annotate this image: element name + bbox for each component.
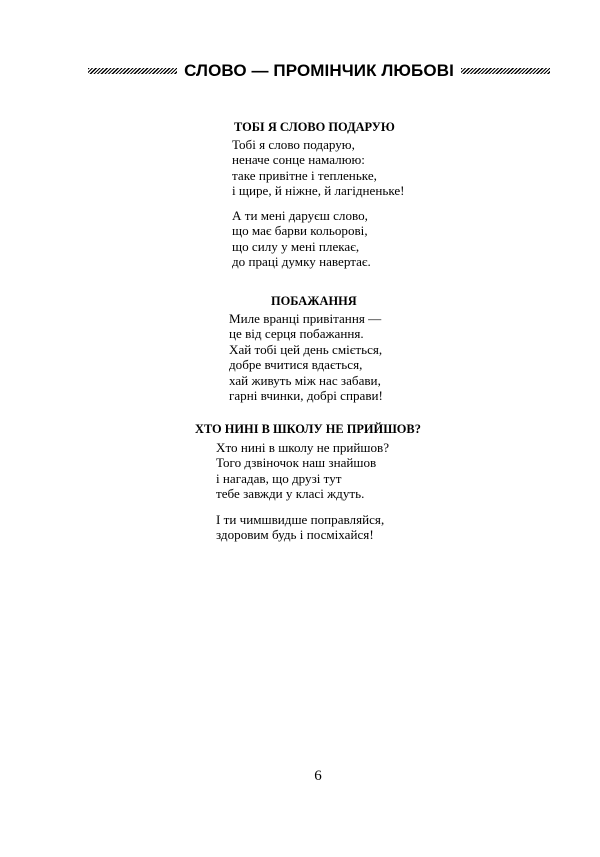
stanza bbox=[229, 311, 383, 403]
poem-title: ТОБІ Я СЛОВО ПОДАРУЮ bbox=[234, 120, 395, 134]
poem-line: Миле вранці привітання — bbox=[229, 311, 382, 326]
poem-line: тебе завжди у класі ждуть. bbox=[216, 486, 365, 502]
stanza bbox=[232, 137, 405, 199]
poem-line: Хто нині в школу не прийшов? bbox=[216, 440, 390, 455]
poem-line: гарні вчинки, добрі справи! bbox=[229, 388, 383, 404]
poem-line: це від серця побажання. bbox=[229, 326, 364, 342]
page-number: 6 bbox=[314, 768, 322, 784]
stanza bbox=[216, 512, 384, 543]
poem-line: таке привітне і тепленьке, bbox=[232, 167, 377, 183]
poem-line: хай живуть між нас забави, bbox=[229, 372, 381, 388]
stanza bbox=[216, 440, 389, 502]
header-rule-left bbox=[88, 68, 177, 74]
poem-line: Тобі я слово подарую, bbox=[232, 137, 355, 152]
poem-line: А ти мені даруєш слово, bbox=[232, 208, 368, 223]
poem-line: Того дзвіночок наш знайшов bbox=[216, 455, 377, 471]
poem-title: ХТО НИНІ В ШКОЛУ НЕ ПРИЙШОВ? bbox=[195, 422, 421, 436]
poem-title: ПОБАЖАННЯ bbox=[271, 294, 357, 308]
poem-line: Хай тобі цей день сміється, bbox=[229, 341, 383, 357]
poem-line: що силу у мені плекає, bbox=[232, 238, 360, 254]
running-header bbox=[88, 58, 550, 84]
header-title: СЛОВО — ПРОМІНЧИК ЛЮБОВІ bbox=[184, 61, 454, 80]
stanza bbox=[232, 208, 371, 270]
poem-line: І ти чимшвидше поправляйся, bbox=[216, 512, 385, 527]
poem-line: здоровим будь і посміхайся! bbox=[216, 527, 374, 543]
poem-line: добре вчитися вдається, bbox=[229, 357, 363, 373]
poem-line: і нагадав, що друзі тут bbox=[216, 470, 342, 486]
header-rule-right bbox=[461, 68, 550, 74]
poem-line: що має барви кольорові, bbox=[232, 223, 368, 239]
poem-line: і щире, й ніжне, й лагідненьке! bbox=[232, 183, 405, 199]
poem-line: неначе сонце намалюю: bbox=[232, 152, 365, 168]
poem-line: до праці думку навертає. bbox=[232, 254, 371, 270]
